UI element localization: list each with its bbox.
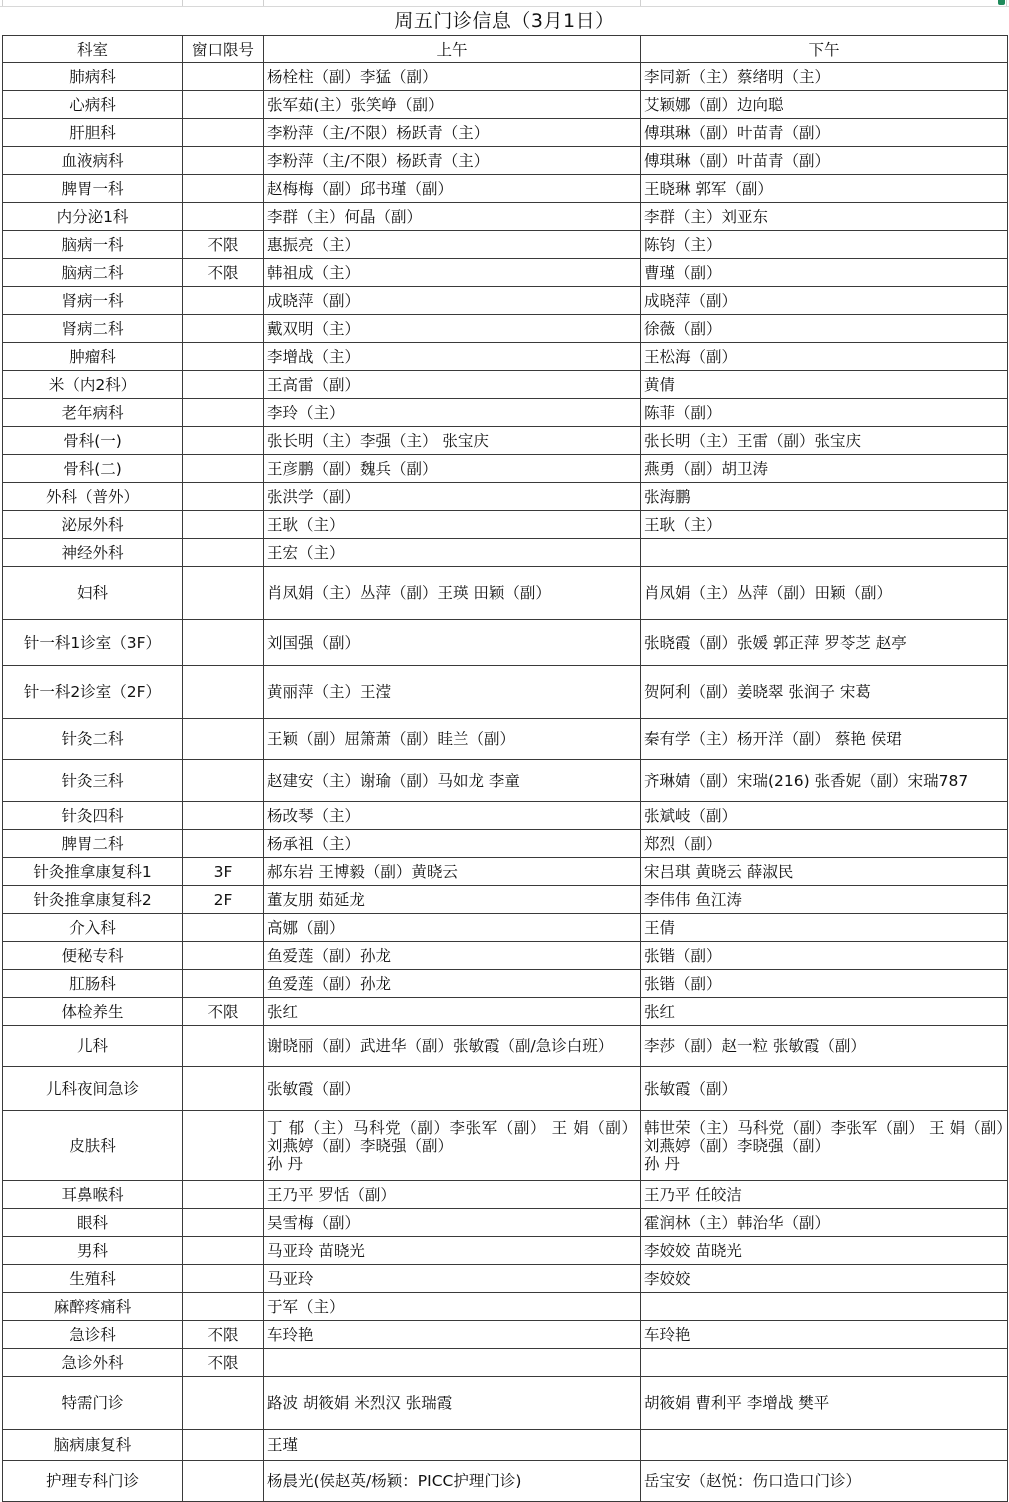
table-row <box>3 886 1008 914</box>
window-limit-cell <box>183 427 264 455</box>
morning-doctors-cell: 鱼爱莲（副）孙龙 <box>264 970 641 998</box>
table-row <box>3 998 1008 1026</box>
table-body <box>3 63 1008 1502</box>
afternoon-doctors-cell <box>641 1430 1008 1461</box>
department-cell: 肛肠科 <box>3 970 183 998</box>
table-row <box>3 1377 1008 1430</box>
window-limit-cell <box>183 970 264 998</box>
window-limit-cell <box>183 1461 264 1502</box>
department-cell: 外科（普外） <box>3 483 183 511</box>
table-row <box>3 1181 1008 1209</box>
window-limit-cell: 3F <box>183 858 264 886</box>
morning-doctors-cell: 刘国强（副） <box>264 620 641 666</box>
afternoon-doctors-cell: 车玲艳 <box>641 1321 1008 1349</box>
window-limit-cell <box>183 371 264 399</box>
morning-doctors-cell: 王耿（主） <box>264 511 641 539</box>
department-cell: 男科 <box>3 1237 183 1265</box>
morning-doctors-cell: 肖凤娟（主）丛萍（副）王瑛 田颖（副） <box>264 567 641 620</box>
morning-doctors-cell: 李玲（主） <box>264 399 641 427</box>
table-row <box>3 175 1008 203</box>
department-cell: 针一科2诊室（2F） <box>3 666 183 719</box>
department-cell: 针灸推拿康复科1 <box>3 858 183 886</box>
table-row <box>3 1321 1008 1349</box>
morning-doctors-cell: 杨晨光(侯赵英/杨颖：PICC护理门诊) <box>264 1461 641 1502</box>
table-row <box>3 914 1008 942</box>
window-limit-cell <box>183 91 264 119</box>
morning-doctors-cell: 赵建安（主）谢瑜（副）马如龙 李童 <box>264 760 641 802</box>
table-row <box>3 567 1008 620</box>
department-cell: 肝胆科 <box>3 119 183 147</box>
header-morning: 上午 <box>264 36 641 63</box>
window-limit-cell <box>183 1111 264 1181</box>
afternoon-doctors-cell: 李姣姣 <box>641 1265 1008 1293</box>
department-cell: 肿瘤科 <box>3 343 183 371</box>
table-row <box>3 1461 1008 1502</box>
morning-doctors-cell: 赵梅梅（副）邱书瑾（副） <box>264 175 641 203</box>
table-row <box>3 1237 1008 1265</box>
window-limit-cell <box>183 914 264 942</box>
afternoon-doctors-cell: 齐琳婧（副）宋瑞(216) 张香妮（副）宋瑞787 <box>641 760 1008 802</box>
afternoon-doctors-cell: 宋吕琪 黄晓云 薛淑民 <box>641 858 1008 886</box>
morning-doctors-cell: 李增战（主） <box>264 343 641 371</box>
morning-doctors-cell: 董友朋 茹延龙 <box>264 886 641 914</box>
window-limit-cell <box>183 511 264 539</box>
afternoon-doctors-cell: 张晓霞（副）张媛 郭正萍 罗苓芝 赵亭 <box>641 620 1008 666</box>
morning-doctors-cell: 马亚玲 <box>264 1265 641 1293</box>
morning-doctors-cell: 丁 郁（主）马科党（副）李张军（副） 王 娟（副）刘燕婷（副）李晓强（副） 孙 丹 <box>264 1111 641 1181</box>
table-row <box>3 858 1008 886</box>
department-cell: 老年病科 <box>3 399 183 427</box>
department-cell: 针灸三科 <box>3 760 183 802</box>
department-cell: 脑病康复科 <box>3 1430 183 1461</box>
table-row <box>3 830 1008 858</box>
morning-doctors-cell: 鱼爱莲（副）孙龙 <box>264 942 641 970</box>
window-limit-cell <box>183 1237 264 1265</box>
window-limit-cell <box>183 830 264 858</box>
department-cell: 便秘专科 <box>3 942 183 970</box>
department-cell: 急诊外科 <box>3 1349 183 1377</box>
morning-doctors-cell: 惠振亮（主） <box>264 231 641 259</box>
header-department: 科室 <box>3 36 183 63</box>
window-limit-cell <box>183 620 264 666</box>
table-row <box>3 483 1008 511</box>
department-cell: 肾病一科 <box>3 287 183 315</box>
window-limit-cell <box>183 1377 264 1430</box>
afternoon-doctors-cell: 燕勇（副）胡卫涛 <box>641 455 1008 483</box>
header-afternoon: 下午 <box>641 36 1008 63</box>
morning-doctors-cell: 车玲艳 <box>264 1321 641 1349</box>
morning-doctors-cell: 李群（主）何晶（副） <box>264 203 641 231</box>
department-cell: 神经外科 <box>3 539 183 567</box>
window-limit-cell <box>183 942 264 970</box>
morning-doctors-cell: 成晓萍（副） <box>264 287 641 315</box>
window-limit-cell <box>183 315 264 343</box>
table-row <box>3 539 1008 567</box>
window-limit-cell <box>183 343 264 371</box>
window-limit-cell <box>183 1209 264 1237</box>
department-cell: 儿科夜间急诊 <box>3 1067 183 1111</box>
window-limit-cell <box>183 719 264 760</box>
afternoon-doctors-cell: 王倩 <box>641 914 1008 942</box>
table-row <box>3 427 1008 455</box>
afternoon-doctors-cell: 王晓琳 郭军（副） <box>641 175 1008 203</box>
morning-doctors-cell: 郝东岩 王博毅（副）黄晓云 <box>264 858 641 886</box>
window-limit-cell <box>183 119 264 147</box>
window-limit-cell <box>183 399 264 427</box>
table-row <box>3 1067 1008 1111</box>
afternoon-doctors-cell: 郑烈（副） <box>641 830 1008 858</box>
table-row <box>3 203 1008 231</box>
table-row <box>3 666 1008 719</box>
table-row <box>3 1293 1008 1321</box>
morning-doctors-cell: 张洪学（副） <box>264 483 641 511</box>
department-cell: 儿科 <box>3 1026 183 1067</box>
morning-doctors-cell: 王乃平 罗恬（副） <box>264 1181 641 1209</box>
morning-doctors-cell: 李粉萍（主/不限）杨跃青（主） <box>264 147 641 175</box>
table-row <box>3 1265 1008 1293</box>
department-cell: 血液病科 <box>3 147 183 175</box>
afternoon-doctors-cell: 肖凤娟（主）丛萍（副）田颖（副） <box>641 567 1008 620</box>
morning-doctors-cell: 张长明（主）李强（主） 张宝庆 <box>264 427 641 455</box>
afternoon-doctors-cell: 艾颖娜（副）边向聪 <box>641 91 1008 119</box>
window-limit-cell <box>183 1265 264 1293</box>
morning-doctors-cell <box>264 1349 641 1377</box>
window-limit-cell <box>183 63 264 91</box>
afternoon-doctors-cell: 陈菲（副） <box>641 399 1008 427</box>
window-limit-cell <box>183 666 264 719</box>
table-row <box>3 287 1008 315</box>
window-limit-cell <box>183 175 264 203</box>
department-cell: 心病科 <box>3 91 183 119</box>
afternoon-doctors-cell: 王耿（主） <box>641 511 1008 539</box>
department-cell: 脾胃二科 <box>3 830 183 858</box>
department-cell: 骨科(一) <box>3 427 183 455</box>
morning-doctors-cell: 戴双明（主） <box>264 315 641 343</box>
table-row <box>3 942 1008 970</box>
department-cell: 介入科 <box>3 914 183 942</box>
department-cell: 特需门诊 <box>3 1377 183 1430</box>
afternoon-doctors-cell: 韩世荣（主）马科党（副）李张军（副） 王 娟（副）刘燕婷（副）李晓强（副） 孙 丹 <box>641 1111 1008 1181</box>
afternoon-doctors-cell: 张长明（主）王雷（副）张宝庆 <box>641 427 1008 455</box>
afternoon-doctors-cell: 张海鹏 <box>641 483 1008 511</box>
afternoon-doctors-cell: 胡筱娟 曹利平 李增战 樊平 <box>641 1377 1008 1430</box>
table-row <box>3 802 1008 830</box>
department-cell: 脑病二科 <box>3 259 183 287</box>
department-cell: 眼科 <box>3 1209 183 1237</box>
morning-doctors-cell: 杨改琴（主） <box>264 802 641 830</box>
morning-doctors-cell: 王彦鹏（副）魏兵（副） <box>264 455 641 483</box>
morning-doctors-cell: 高娜（副） <box>264 914 641 942</box>
window-limit-cell <box>183 287 264 315</box>
department-cell: 妇科 <box>3 567 183 620</box>
afternoon-doctors-cell: 张锴（副） <box>641 942 1008 970</box>
table-row <box>3 315 1008 343</box>
afternoon-doctors-cell: 傅琪琳（副）叶苗青（副） <box>641 147 1008 175</box>
department-cell: 护理专科门诊 <box>3 1461 183 1502</box>
table-row <box>3 1111 1008 1181</box>
department-cell: 内分泌1科 <box>3 203 183 231</box>
department-cell: 耳鼻喉科 <box>3 1181 183 1209</box>
afternoon-doctors-cell: 王乃平 任皎洁 <box>641 1181 1008 1209</box>
afternoon-doctors-cell: 贺阿利（副）姜晓翠 张润子 宋葛 <box>641 666 1008 719</box>
window-limit-cell <box>183 802 264 830</box>
morning-doctors-cell: 韩祖成（主） <box>264 259 641 287</box>
spreadsheet-top-strip <box>0 0 1009 7</box>
window-limit-cell: 不限 <box>183 998 264 1026</box>
window-limit-cell <box>183 1430 264 1461</box>
afternoon-doctors-cell: 李伟伟 鱼江涛 <box>641 886 1008 914</box>
table-row <box>3 760 1008 802</box>
window-limit-cell <box>183 1067 264 1111</box>
window-limit-cell: 2F <box>183 886 264 914</box>
afternoon-doctors-cell: 李群（主）刘亚东 <box>641 203 1008 231</box>
department-cell: 肾病二科 <box>3 315 183 343</box>
afternoon-doctors-cell: 陈钧（主） <box>641 231 1008 259</box>
window-limit-cell <box>183 203 264 231</box>
page-title: 周五门诊信息（3月1日） <box>394 10 615 32</box>
window-limit-cell <box>183 760 264 802</box>
window-limit-cell <box>183 567 264 620</box>
table-row <box>3 399 1008 427</box>
department-cell: 针灸四科 <box>3 802 183 830</box>
table-row <box>3 1209 1008 1237</box>
table-row <box>3 231 1008 259</box>
morning-doctors-cell: 黄丽萍（主）王滢 <box>264 666 641 719</box>
afternoon-doctors-cell <box>641 1293 1008 1321</box>
afternoon-doctors-cell: 张锴（副） <box>641 970 1008 998</box>
table-row <box>3 259 1008 287</box>
department-cell: 体检养生 <box>3 998 183 1026</box>
afternoon-doctors-cell: 张红 <box>641 998 1008 1026</box>
morning-doctors-cell: 王颖（副）屈箫萧（副）眭兰（副） <box>264 719 641 760</box>
morning-doctors-cell: 于军（主） <box>264 1293 641 1321</box>
department-cell: 骨科(二) <box>3 455 183 483</box>
department-cell: 皮肤科 <box>3 1111 183 1181</box>
department-cell: 针灸推拿康复科2 <box>3 886 183 914</box>
department-cell: 泌尿外科 <box>3 511 183 539</box>
afternoon-doctors-cell: 王松海（副） <box>641 343 1008 371</box>
table-row <box>3 91 1008 119</box>
morning-doctors-cell: 张敏霞（副） <box>264 1067 641 1111</box>
window-limit-cell: 不限 <box>183 1349 264 1377</box>
department-cell: 生殖科 <box>3 1265 183 1293</box>
table-row <box>3 147 1008 175</box>
afternoon-doctors-cell: 李同新（主）蔡绪明（主） <box>641 63 1008 91</box>
table-row <box>3 371 1008 399</box>
department-cell: 急诊科 <box>3 1321 183 1349</box>
clinic-schedule-table <box>2 35 1008 1502</box>
table-row <box>3 719 1008 760</box>
table-row <box>3 511 1008 539</box>
header-window-limit: 窗口限号 <box>183 36 264 63</box>
window-limit-cell <box>183 1181 264 1209</box>
table-row <box>3 455 1008 483</box>
department-cell: 肺病科 <box>3 63 183 91</box>
window-limit-cell: 不限 <box>183 1321 264 1349</box>
afternoon-doctors-cell: 徐薇（副） <box>641 315 1008 343</box>
morning-doctors-cell: 杨栓柱（副）李猛（副） <box>264 63 641 91</box>
afternoon-doctors-cell <box>641 539 1008 567</box>
morning-doctors-cell: 杨承祖（主） <box>264 830 641 858</box>
window-limit-cell <box>183 455 264 483</box>
table-row <box>3 1026 1008 1067</box>
department-cell: 麻醉疼痛科 <box>3 1293 183 1321</box>
afternoon-doctors-cell: 秦有学（主）杨开洋（副） 蔡艳 侯珺 <box>641 719 1008 760</box>
afternoon-doctors-cell: 成晓萍（副） <box>641 287 1008 315</box>
scroll-marker-icon <box>998 0 1005 5</box>
morning-doctors-cell: 马亚玲 苗晓光 <box>264 1237 641 1265</box>
table-row <box>3 119 1008 147</box>
table-row <box>3 970 1008 998</box>
morning-doctors-cell: 谢晓丽（副）武进华（副）张敏霞（副/急诊白班） <box>264 1026 641 1067</box>
afternoon-doctors-cell: 李姣姣 苗晓光 <box>641 1237 1008 1265</box>
morning-doctors-cell: 王宏（主） <box>264 539 641 567</box>
table-row <box>3 63 1008 91</box>
morning-doctors-cell: 张军茹(主）张笑峥（副） <box>264 91 641 119</box>
department-cell: 针灸二科 <box>3 719 183 760</box>
morning-doctors-cell: 张红 <box>264 998 641 1026</box>
table-row <box>3 1349 1008 1377</box>
morning-doctors-cell: 李粉萍（主/不限）杨跃青（主） <box>264 119 641 147</box>
table-row <box>3 620 1008 666</box>
afternoon-doctors-cell: 黄倩 <box>641 371 1008 399</box>
department-cell: 针一科1诊室（3F） <box>3 620 183 666</box>
afternoon-doctors-cell: 李莎（副）赵一粒 张敏霞（副） <box>641 1026 1008 1067</box>
morning-doctors-cell: 王高雷（副） <box>264 371 641 399</box>
afternoon-doctors-cell: 张敏霞（副） <box>641 1067 1008 1111</box>
table-row <box>3 343 1008 371</box>
window-limit-cell: 不限 <box>183 259 264 287</box>
morning-doctors-cell: 吴雪梅（副） <box>264 1209 641 1237</box>
morning-doctors-cell: 路波 胡筱娟 米烈汉 张瑞霞 <box>264 1377 641 1430</box>
afternoon-doctors-cell: 曹瑾（副） <box>641 259 1008 287</box>
department-cell: 脑病一科 <box>3 231 183 259</box>
afternoon-doctors-cell: 张斌岐（副） <box>641 802 1008 830</box>
window-limit-cell <box>183 539 264 567</box>
afternoon-doctors-cell: 傅琪琳（副）叶苗青（副） <box>641 119 1008 147</box>
department-cell: 米（内2科） <box>3 371 183 399</box>
window-limit-cell <box>183 483 264 511</box>
morning-doctors-cell: 王瑾 <box>264 1430 641 1461</box>
table-header-row <box>3 36 1008 63</box>
window-limit-cell <box>183 147 264 175</box>
window-limit-cell <box>183 1026 264 1067</box>
department-cell: 脾胃一科 <box>3 175 183 203</box>
afternoon-doctors-cell: 岳宝安（赵悦：伤口造口门诊） <box>641 1461 1008 1502</box>
afternoon-doctors-cell <box>641 1349 1008 1377</box>
window-limit-cell <box>183 1293 264 1321</box>
table-row <box>3 1430 1008 1461</box>
window-limit-cell: 不限 <box>183 231 264 259</box>
afternoon-doctors-cell: 霍润林（主）韩治华（副） <box>641 1209 1008 1237</box>
